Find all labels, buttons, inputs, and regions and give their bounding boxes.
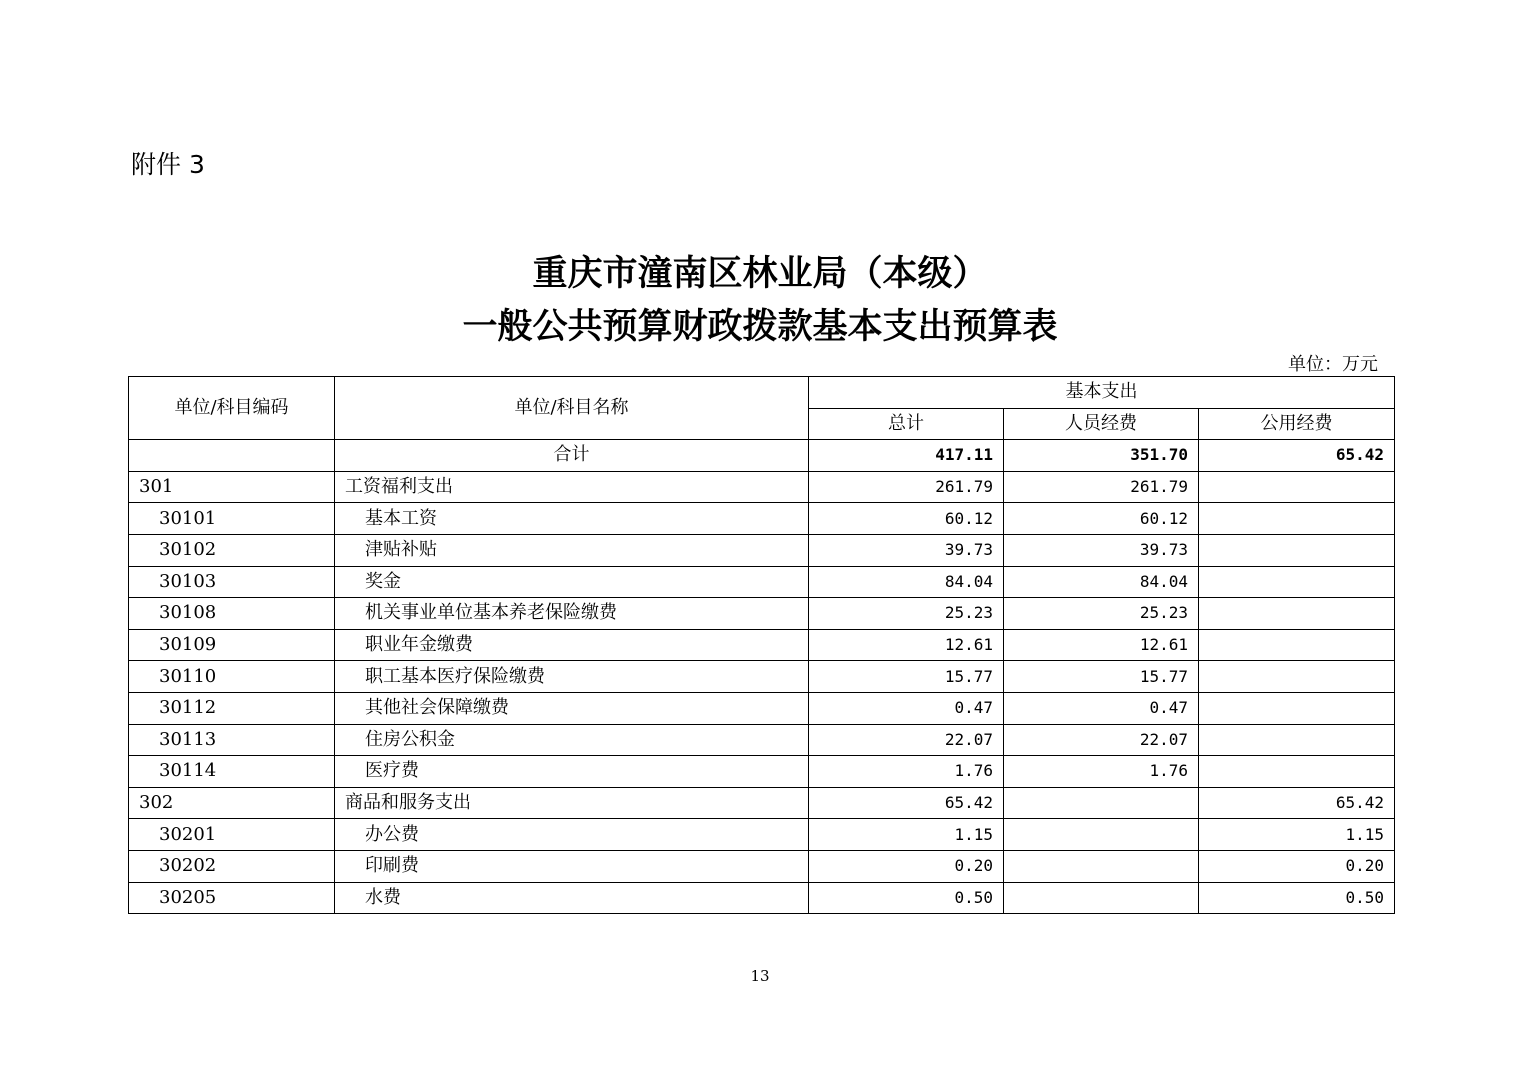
table-row [129, 598, 1395, 630]
row-public [1199, 661, 1395, 693]
page-number: 13 [750, 967, 770, 985]
attachment-label: 附件 3 [131, 150, 205, 179]
row-name: 印刷费 [335, 850, 809, 882]
row-total: 1.15 [809, 819, 1004, 851]
row-name: 基本工资 [335, 503, 809, 535]
header-total: 总计 [809, 408, 1004, 440]
row-code: 30110 [129, 661, 335, 693]
row-total: 25.23 [809, 598, 1004, 630]
header-row-1 [129, 377, 1395, 409]
row-public [1199, 534, 1395, 566]
header-name: 单位/科目名称 [335, 377, 809, 440]
row-personnel: 22.07 [1004, 724, 1199, 756]
row-public [1199, 566, 1395, 598]
row-code: 30114 [129, 756, 335, 788]
unit-label: 单位：万元 [1288, 354, 1378, 375]
row-personnel: 25.23 [1004, 598, 1199, 630]
budget-table [128, 376, 1395, 914]
row-public [1199, 598, 1395, 630]
row-total: 22.07 [809, 724, 1004, 756]
row-personnel: 39.73 [1004, 534, 1199, 566]
row-name: 水费 [335, 882, 809, 914]
row-name: 医疗费 [335, 756, 809, 788]
table-row [129, 692, 1395, 724]
row-personnel: 12.61 [1004, 629, 1199, 661]
document-title-line1: 重庆市潼南区林业局（本级） [532, 253, 988, 294]
row-personnel: 15.77 [1004, 661, 1199, 693]
table-row [129, 724, 1395, 756]
row-name: 住房公积金 [335, 724, 809, 756]
row-code: 30202 [129, 850, 335, 882]
row-name: 办公费 [335, 819, 809, 851]
row-personnel [1004, 819, 1199, 851]
row-total: 84.04 [809, 566, 1004, 598]
row-total: 1.76 [809, 756, 1004, 788]
document-title-line2: 一般公共预算财政拨款基本支出预算表 [462, 306, 1058, 347]
table-row [129, 629, 1395, 661]
table-row [129, 661, 1395, 693]
row-code: 30113 [129, 724, 335, 756]
row-code: 30103 [129, 566, 335, 598]
row-total: 0.20 [809, 850, 1004, 882]
row-code: 30108 [129, 598, 335, 630]
table-row [129, 756, 1395, 788]
row-code: 30201 [129, 819, 335, 851]
row-public: 0.20 [1199, 850, 1395, 882]
header-basic-expenditure: 基本支出 [809, 377, 1395, 409]
row-total: 60.12 [809, 503, 1004, 535]
header-code: 单位/科目编码 [129, 377, 335, 440]
row-name: 职业年金缴费 [335, 629, 809, 661]
row-total: 0.50 [809, 882, 1004, 914]
row-name: 机关事业单位基本养老保险缴费 [335, 598, 809, 630]
row-personnel: 0.47 [1004, 692, 1199, 724]
row-name: 津贴补贴 [335, 534, 809, 566]
row-name: 商品和服务支出 [335, 787, 809, 819]
row-total: 65.42 [809, 787, 1004, 819]
row-public [1199, 724, 1395, 756]
table-row [129, 534, 1395, 566]
row-code: 30102 [129, 534, 335, 566]
row-personnel: 60.12 [1004, 503, 1199, 535]
table-row [129, 787, 1395, 819]
summary-name: 合计 [335, 440, 809, 472]
row-public [1199, 471, 1395, 503]
header-personnel: 人员经费 [1004, 408, 1199, 440]
row-code: 30101 [129, 503, 335, 535]
row-personnel [1004, 787, 1199, 819]
table-row [129, 471, 1395, 503]
table-row [129, 503, 1395, 535]
summary-total: 417.11 [809, 440, 1004, 472]
row-public [1199, 503, 1395, 535]
row-code: 30112 [129, 692, 335, 724]
row-personnel: 1.76 [1004, 756, 1199, 788]
row-total: 15.77 [809, 661, 1004, 693]
table-row [129, 882, 1395, 914]
summary-public: 65.42 [1199, 440, 1395, 472]
row-name: 工资福利支出 [335, 471, 809, 503]
row-name: 职工基本医疗保险缴费 [335, 661, 809, 693]
row-personnel [1004, 882, 1199, 914]
row-code: 30109 [129, 629, 335, 661]
table-row [129, 850, 1395, 882]
row-public [1199, 756, 1395, 788]
table-row [129, 819, 1395, 851]
row-total: 261.79 [809, 471, 1004, 503]
row-total: 39.73 [809, 534, 1004, 566]
header-public: 公用经费 [1199, 408, 1395, 440]
row-personnel [1004, 850, 1199, 882]
row-public: 65.42 [1199, 787, 1395, 819]
summary-code [129, 440, 335, 472]
row-personnel: 261.79 [1004, 471, 1199, 503]
row-code: 301 [129, 471, 335, 503]
row-public [1199, 692, 1395, 724]
row-code: 30205 [129, 882, 335, 914]
row-public: 0.50 [1199, 882, 1395, 914]
table-row [129, 566, 1395, 598]
row-public [1199, 629, 1395, 661]
row-public: 1.15 [1199, 819, 1395, 851]
row-personnel: 84.04 [1004, 566, 1199, 598]
row-name: 奖金 [335, 566, 809, 598]
row-total: 12.61 [809, 629, 1004, 661]
summary-personnel: 351.70 [1004, 440, 1199, 472]
row-code: 302 [129, 787, 335, 819]
row-name: 其他社会保障缴费 [335, 692, 809, 724]
summary-row [129, 440, 1395, 472]
row-total: 0.47 [809, 692, 1004, 724]
